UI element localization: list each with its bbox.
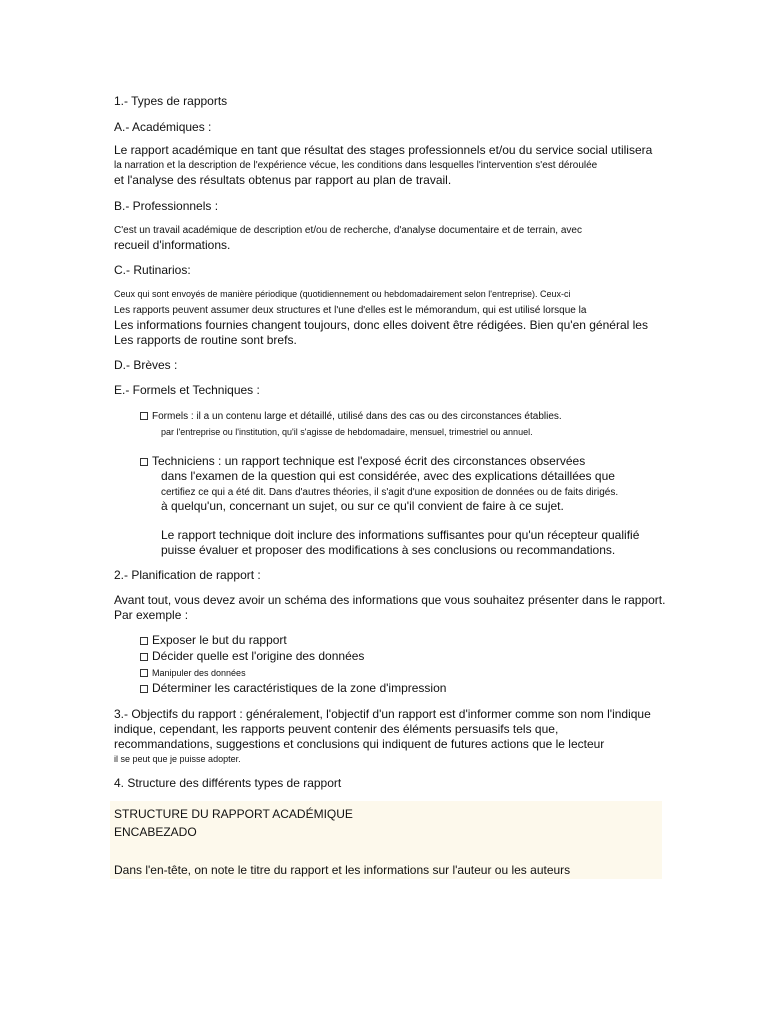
paragraph-line: dans l'examen de la question qui est considérée, avec des explications détaillées que — [161, 469, 615, 483]
subsection-c-heading: C.- Rutinarios: — [114, 263, 191, 277]
list-item: Exposer le but du rapport — [140, 633, 287, 648]
subsection-d-heading: D.- Brèves : — [114, 358, 178, 372]
paragraph-line: Les rapports peuvent assumer deux structures et l'une d'elles est le mémorandum, qui est utilisé lorsque la — [114, 305, 587, 316]
subsection-e-heading: E.- Formels et Techniques : — [114, 383, 260, 397]
paragraph-line: indique, cependant, les rapports peuvent contenir des éléments persuasifs tels que, — [114, 722, 559, 736]
list-item: Décider quelle est l'origine des données — [140, 649, 364, 664]
paragraph-line: Ceux qui sont envoyés de manière périodique (quotidiennement ou hebdomadairement selon l'entreprise). Ceux-ci — [114, 289, 571, 299]
paragraph-line: Avant tout, vous devez avoir un schéma des informations que vous souhaitez présenter dans le rapport. — [114, 593, 666, 607]
paragraph-line: C'est un travail académique de description et/ou de recherche, d'analyse documentaire et de terrain, avec — [114, 225, 582, 236]
section-3-heading: 3.- Objectifs du rapport : généralement, l'objectif d'un rapport est d'informer comme son nom l'indique — [114, 707, 651, 721]
paragraph-line: puisse évaluer et proposer des modifications à ses conclusions ou recommandations. — [161, 543, 616, 557]
paragraph-line: Le rapport technique doit inclure des informations suffisantes pour qu'un récepteur qualifié — [161, 528, 640, 542]
section-2-heading: 2.- Planification de rapport : — [114, 568, 261, 582]
section-1-heading: 1.- Types de rapports — [114, 94, 228, 108]
section-4-heading: 4. Structure des différents types de rapport — [114, 776, 342, 790]
paragraph-line: la narration et la description de l'expérience vécue, les conditions dans lesquelles l'intervention s'est déroulée — [114, 160, 598, 171]
checkbox-bullet-icon — [140, 653, 148, 661]
checkbox-bullet-icon — [140, 685, 148, 693]
paragraph-line: Les informations fournies changent toujours, donc elles doivent être rédigées. Bien qu'en général les — [114, 318, 648, 332]
list-item: Déterminer les caractéristiques de la zone d'impression — [140, 681, 446, 696]
paragraph-line: Par exemple : — [114, 608, 189, 622]
paragraph-line: il se peut que je puisse adopter. — [114, 754, 241, 764]
box-paragraph: Dans l'en-tête, on note le titre du rapport et les informations sur l'auteur ou les auteurs — [114, 863, 571, 877]
list-item: Formels : il a un contenu large et détaillé, utilisé dans des cas ou des circonstances établies. — [140, 409, 562, 424]
list-item: Manipuler des données — [140, 666, 246, 681]
paragraph-line: Le rapport académique en tant que résultat des stages professionnels et/ou du service social utilisera — [114, 143, 653, 157]
box-subtitle: ENCABEZADO — [114, 825, 197, 839]
checkbox-bullet-icon — [140, 412, 148, 420]
checkbox-bullet-icon — [140, 637, 148, 645]
box-title: STRUCTURE DU RAPPORT ACADÉMIQUE — [114, 807, 353, 821]
paragraph-line: recueil d'informations. — [114, 238, 231, 252]
checkbox-bullet-icon — [140, 458, 148, 466]
paragraph-line: à quelqu'un, concernant un sujet, ou sur ce qu'il convient de faire à ce sujet. — [161, 499, 564, 513]
subsection-b-heading: B.- Professionnels : — [114, 199, 219, 213]
list-item: Techniciens : un rapport technique est l'exposé écrit des circonstances observées — [140, 454, 585, 469]
paragraph-line: par l'entreprise ou l'institution, qu'il s'agisse de hebdomadaire, mensuel, trimestriel ou annuel. — [161, 427, 533, 437]
academic-structure-box — [110, 801, 662, 879]
paragraph-line: et l'analyse des résultats obtenus par rapport au plan de travail. — [114, 173, 452, 187]
subsection-a-heading: A.- Académiques : — [114, 120, 212, 134]
paragraph-line: Les rapports de routine sont brefs. — [114, 333, 297, 347]
paragraph-line: recommandations, suggestions et conclusions qui indiquent de futures actions que le lecteur — [114, 737, 605, 751]
checkbox-bullet-icon — [140, 669, 148, 677]
paragraph-line: certifiez ce qui a été dit. Dans d'autres théories, il s'agit d'une exposition de données ou de faits dirigés. — [161, 487, 619, 498]
